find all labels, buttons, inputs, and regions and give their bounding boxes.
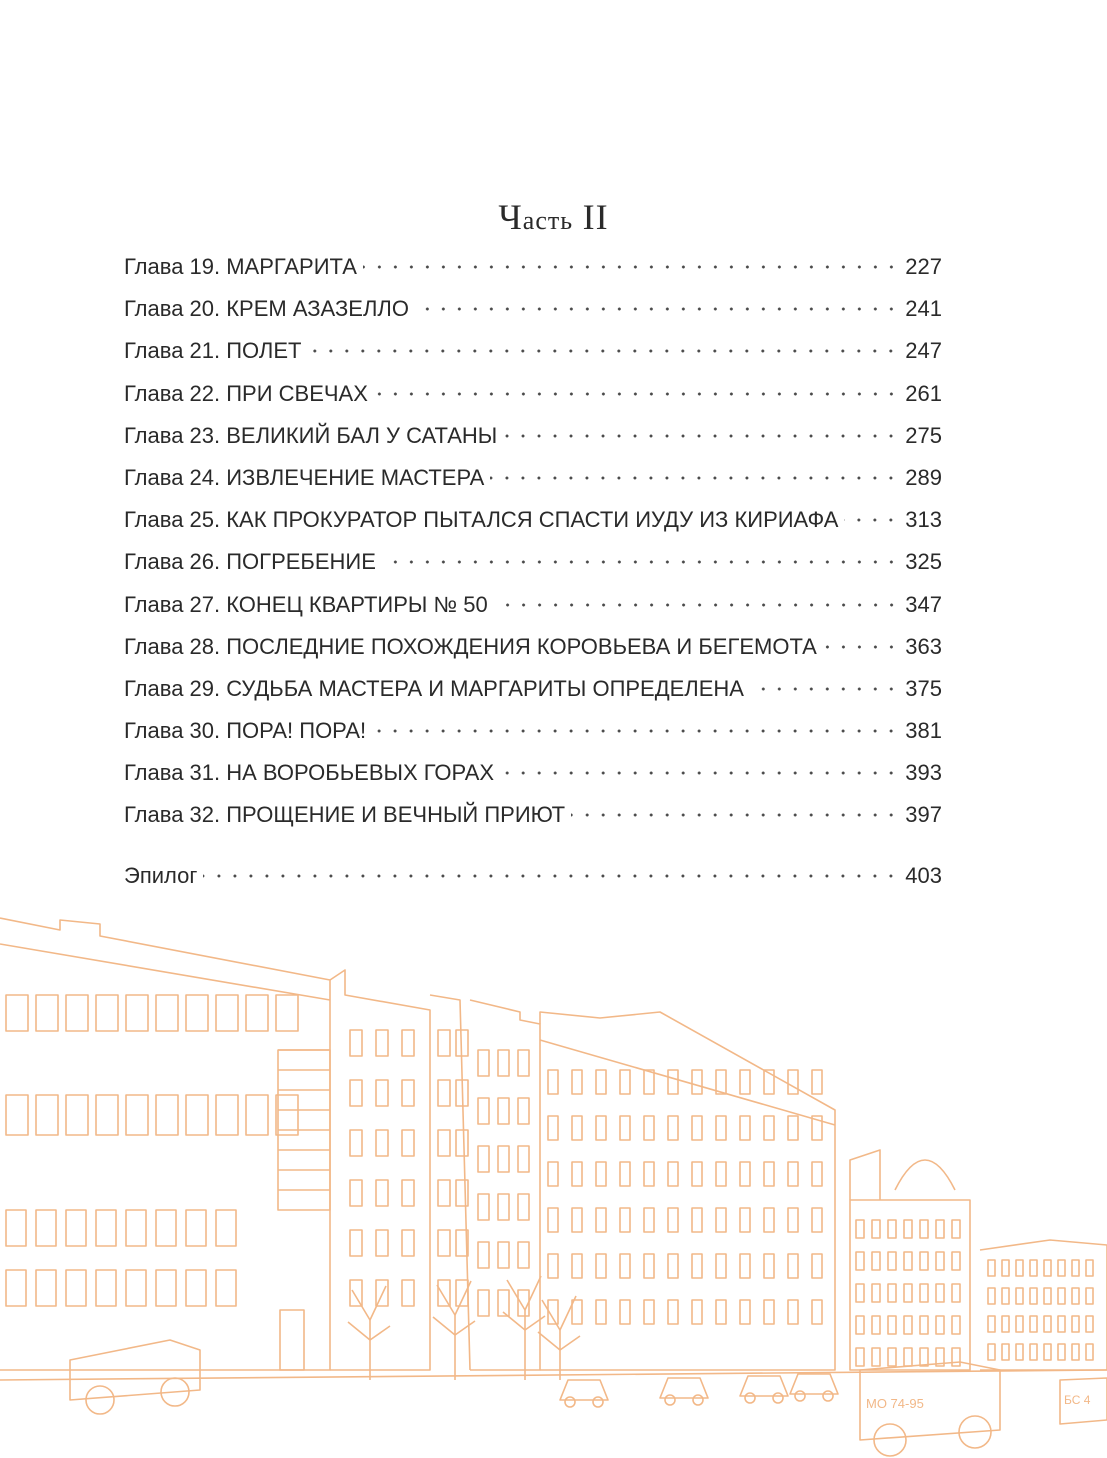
toc-entry-title: Глава 31. НА ВОРОБЬЕВЫХ ГОРАХ — [124, 760, 495, 786]
toc-page-number: 363 — [905, 633, 942, 659]
toc-entry-title: Глава 23. ВЕЛИКИЙ БАЛ У САТАНЫ — [124, 422, 498, 448]
toc-entry-title: Глава 24. ИЗВЛЕЧЕНИЕ МАСТЕРА — [124, 464, 485, 490]
toc-entry — [124, 713, 942, 755]
building-corner — [850, 1150, 880, 1200]
toc-entry-title: Глава 30. ПОРА! ПОРА! — [124, 718, 367, 744]
toc-entry-title: Глава 25. КАК ПРОКУРАТОР ПЫТАЛСЯ СПАСТИ ИУДУ ИЗ КИРИАФА — [124, 507, 839, 533]
toc-entry — [124, 755, 942, 797]
toc-entry-title: Глава 20. КРЕМ АЗАЗЕЛЛО — [124, 296, 409, 322]
toc-entry — [124, 587, 942, 629]
toc-entry — [124, 544, 942, 586]
toc-entry-title: Эпилог — [124, 862, 198, 888]
toc-entry-title: Глава 28. ПОСЛЕДНИЕ ПОХОЖДЕНИЯ КОРОВЬЕВА И БЕГЕМОТА — [124, 633, 817, 659]
toc-entry — [124, 376, 942, 418]
dot-leader — [490, 471, 899, 485]
toc-entry — [124, 629, 942, 671]
title-initial: Ч — [498, 197, 523, 237]
vehicle-plate: МО 74-95 — [866, 1396, 924, 1411]
toc-page-number: 325 — [905, 549, 942, 575]
dot-leader — [823, 640, 899, 654]
building-classical — [540, 1012, 835, 1370]
vehicle-plate: БС 4 — [1064, 1393, 1091, 1407]
dot-leader — [415, 302, 899, 316]
toc-page-number: 381 — [905, 718, 942, 744]
toc-entry-title: Глава 27. КОНЕЦ КВАРТИРЫ № 50 — [124, 591, 488, 617]
toc-entry-title: Глава 32. ПРОЩЕНИЕ И ВЕЧНЫЙ ПРИЮТ — [124, 802, 566, 828]
toc-entry-epilogue — [124, 858, 942, 900]
dot-leader — [503, 429, 899, 443]
toc-entry-title: Глава 19. МАРГАРИТА — [124, 254, 357, 279]
toc-page-number: 347 — [905, 591, 942, 617]
toc-page-number: 375 — [905, 675, 942, 701]
dot-leader — [307, 344, 899, 358]
dot-leader — [363, 260, 899, 274]
toc-entry — [124, 460, 942, 502]
toc-entry — [124, 333, 942, 375]
dot-leader — [203, 869, 899, 883]
toc-entry — [124, 249, 942, 291]
dot-leader — [372, 724, 899, 738]
toc-entry-title: Глава 29. СУДЬБА МАСТЕРА И МАРГАРИТЫ ОПРЕДЕЛЕНА — [124, 675, 744, 701]
toc-page-number: 289 — [905, 464, 942, 490]
toc-entry — [124, 502, 942, 544]
title-rest: асть — [522, 206, 574, 235]
table-of-contents — [124, 249, 942, 900]
toc-page-number: 241 — [905, 296, 942, 322]
dot-leader — [750, 682, 899, 696]
dot-leader — [374, 387, 899, 401]
toc-entry-title: Глава 26. ПОГРЕБЕНИЕ — [124, 549, 376, 575]
building-left — [0, 918, 330, 1370]
street — [0, 1370, 1107, 1380]
toc-entry — [124, 418, 942, 460]
toc-page-number: 261 — [905, 380, 942, 406]
toc-page-number: 403 — [905, 862, 942, 888]
toc-page-number: 393 — [905, 760, 942, 786]
toc-entry-title: Глава 21. ПОЛЕТ — [124, 338, 302, 364]
dot-leader — [571, 808, 899, 822]
toc-entry-title: Глава 22. ПРИ СВЕЧАХ — [124, 380, 368, 406]
toc-page-number: 313 — [905, 507, 942, 533]
toc-page-number: 227 — [905, 254, 942, 279]
toc-page-number: 247 — [905, 338, 942, 364]
dot-leader — [500, 766, 899, 780]
city-street-illustration — [0, 900, 1107, 1458]
toc-entry — [124, 797, 942, 839]
page-title — [0, 196, 1107, 238]
toc-entry — [124, 291, 942, 333]
dome — [895, 1160, 955, 1190]
toc-entry — [124, 671, 942, 713]
dot-leader — [382, 555, 899, 569]
toc-page-number: 397 — [905, 802, 942, 828]
toc-page-number: 275 — [905, 422, 942, 448]
dot-leader — [844, 513, 899, 527]
dot-leader — [494, 598, 900, 612]
title-numeral: II — [582, 197, 609, 237]
